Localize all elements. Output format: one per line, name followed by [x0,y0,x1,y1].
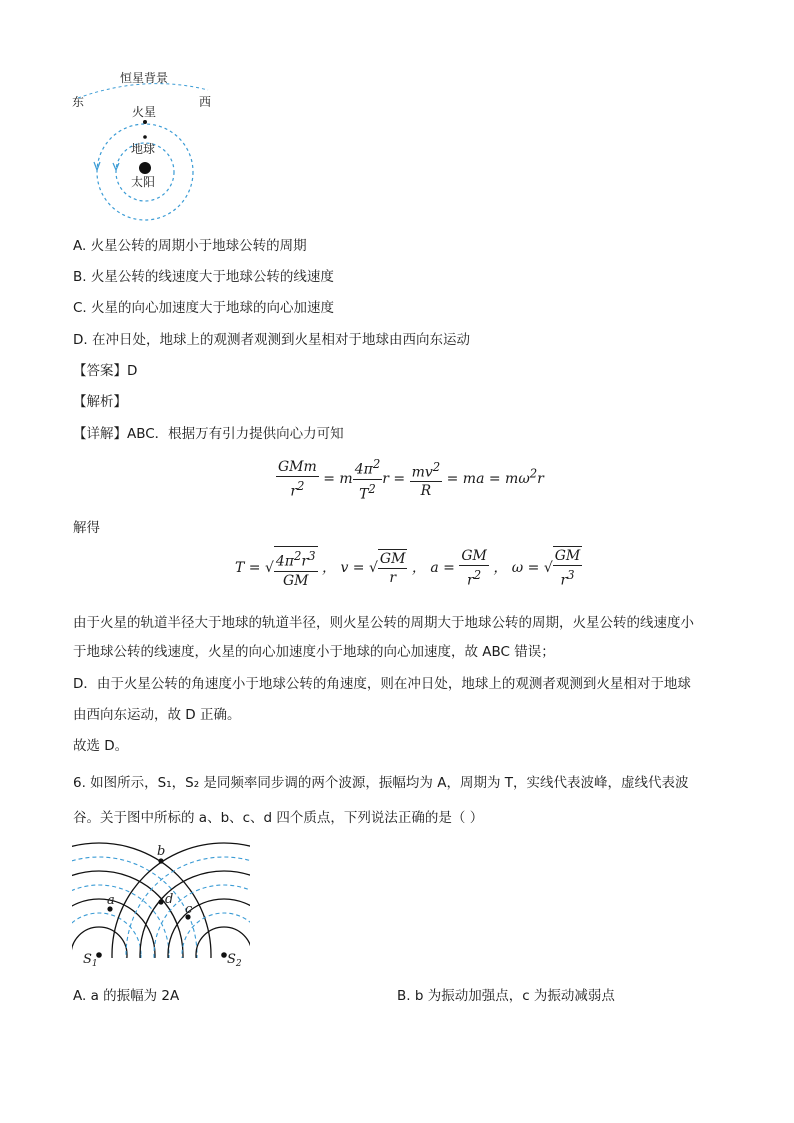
q5-option-b: B. 火星公转的线速度大于地球公转的线速度 [73,269,334,285]
explain-line-3: D．由于火星公转的角速度小于地球公转的角速度，则在冲日处，地球上的观测者观测到火星相对于地球 [73,676,691,692]
source-s2 [221,952,227,958]
label-a: a [107,893,115,908]
analysis-label: 【解析】 [73,394,127,410]
detail-label: 【详解】 [73,426,127,442]
wave-interference-diagram [72,840,252,970]
label-c: c [185,902,193,917]
explain-line-1: 由于火星的轨道半径大于地球的轨道半径，则火星公转的周期大于地球公转的周期，火星公转的线速度小 [73,615,694,631]
label-s2: $S_2$ [227,952,242,969]
q6-option-b: B. b 为振动加强点，c 为振动减弱点 [397,988,615,1004]
conclusion-line: 故选 D。 [73,738,129,754]
answer-label: 【答案】 [73,363,127,379]
detail-line [73,422,344,442]
orbit-diagram [60,60,230,225]
q5-option-c: C. 火星的向心加速度大于地球的向心加速度 [73,300,335,316]
star-background-label: 恒星背景 [120,71,169,85]
label-s2-sub: 2 [235,959,242,969]
gravitation-equation: $\frac{\text{GMm}}{r^2}$ = m $\frac{4\pi^2}{T^2}$ r = $\frac{mv^2}{R}$ = ma = $m\omega^2r$ [278,457,544,503]
solution-equations: T = √ $\frac{4\pi^2r^3}{GM}$ ， v = √ $\frac{GM}{r}$ ， a = $\frac{GM}{r^2}$ ， ω = √ $\frac{GM}{r^3}$ [235,547,581,589]
explain-line-4: 由西向东运动，故 D 正确。 [73,707,241,723]
q6-option-a: A. a 的振幅为 2A [73,988,180,1004]
east-label: 东 [72,95,85,109]
point-d [158,899,163,904]
q5-option-d: D. 在冲日处，地球上的观测者观测到火星相对于地球由西向东运动 [73,332,470,348]
solve-label: 解得 [73,520,100,536]
q5-option-a: A. 火星公转的周期小于地球公转的周期 [73,238,307,254]
answer-line [73,359,137,379]
earth-label: 地球 [131,142,156,156]
mars-label: 火星 [132,105,157,119]
label-s1-sub: 1 [91,959,98,969]
explain-line-2: 于地球公转的线速度，火星的向心加速度小于地球的向心加速度，故 ABC 错误； [73,644,555,660]
label-d: d [165,892,174,907]
answer-value: D [127,363,138,379]
mars-dot [143,120,147,124]
label-s1: $S_1$ [83,952,98,969]
figure-mask-bottom [72,958,252,970]
west-label: 西 [199,95,212,109]
q6-stem-line-1: 6. 如图所示，S₁，S₂ 是同频率同步调的两个波源，振幅均为 A，周期为 T，实线代表波峰，虚线代表波 [73,775,689,791]
sun-label: 太阳 [131,175,156,189]
sun [139,162,151,174]
point-b [158,858,163,863]
label-b: b [157,844,166,859]
q6-stem-line-2: 谷。关于图中所标的 a、b、c、d 四个质点，下列说法正确的是（ ） [73,810,484,826]
earth-dot [143,135,147,139]
detail-text: ABC．根据万有引力提供向心力可知 [127,426,344,442]
star-background-arc [78,84,208,98]
source-s1 [96,952,102,958]
